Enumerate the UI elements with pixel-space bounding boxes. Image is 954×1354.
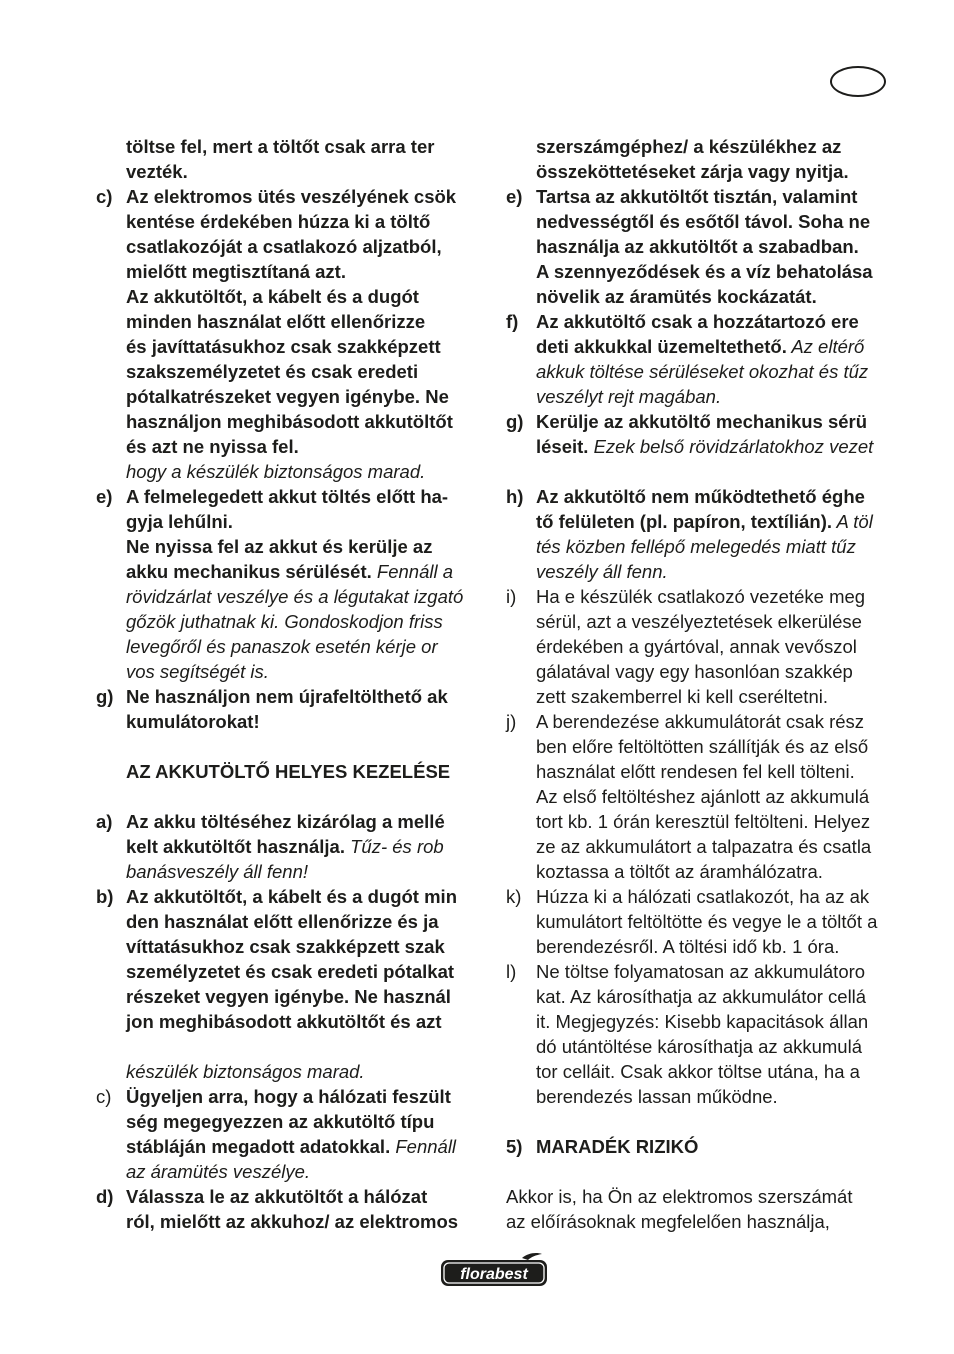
italic-text: Fennáll a — [371, 561, 454, 582]
text-line — [506, 809, 896, 834]
text-line — [506, 359, 896, 384]
text-line — [506, 384, 896, 409]
text-line — [96, 959, 486, 984]
body-text: tor celláit. Csak akkor töltse utána, ha a — [536, 1061, 860, 1082]
text-line — [96, 709, 486, 734]
bold-text: és javíttatásukhoz csak szakképzett — [126, 336, 441, 357]
bold-text: ség megegyezzen az akkutöltő típu — [126, 1111, 435, 1132]
bold-text: deti akkukkal üzemeltethető. — [536, 336, 787, 357]
italic-text: veszély áll fenn. — [536, 561, 668, 582]
text-line — [96, 1009, 486, 1034]
bold-text: csatlakozóját a csatlakozó aljzatból, — [126, 236, 442, 257]
text-line — [506, 559, 896, 584]
florabest-logo — [438, 1252, 550, 1288]
list-item-line — [506, 884, 896, 909]
italic-text: az áramütés veszélye. — [126, 1161, 311, 1182]
blank-line — [96, 784, 486, 809]
text-line — [506, 634, 896, 659]
text-line — [506, 784, 896, 809]
text-line — [506, 684, 896, 709]
body-text: Akkor is, ha Ön az elektromos szerszámát — [506, 1186, 853, 1207]
bold-text: személyzetet és csak eredeti pótalkat — [126, 961, 455, 982]
bold-text: Ne nyissa fel az akkut és kerülje az — [126, 536, 433, 557]
bold-text: Az akkutöltőt, a kábelt és a dugót — [126, 286, 419, 307]
text-line — [96, 134, 486, 159]
list-item-line — [96, 684, 486, 709]
body-text: gálatával vagy egy hasonlóan szakkép — [536, 661, 853, 682]
bold-text: gyja lehűlni. — [126, 511, 233, 532]
italic-text: Az eltérő — [786, 336, 865, 357]
text-line — [96, 834, 486, 859]
list-marker: l) — [506, 961, 517, 982]
text-line — [96, 984, 486, 1009]
list-marker: a) — [96, 811, 113, 832]
list-item-line — [506, 309, 896, 334]
bold-text: kelt akkutöltőt használja. — [126, 836, 345, 857]
text-line — [506, 284, 896, 309]
body-text: berendezés lassan működne. — [536, 1086, 778, 1107]
text-line — [96, 609, 486, 634]
bold-text: Ne használjon nem újrafeltölthető ak — [126, 686, 448, 707]
bold-text: Az akkutöltő nem működtethető éghe — [536, 486, 865, 507]
italic-text: készülék biztonságos marad. — [126, 1061, 365, 1082]
bold-text: mielőtt megtisztítaná azt. — [126, 261, 346, 282]
text-line — [96, 459, 486, 484]
body-text: ze az akkumulátort a talpazatra és csatla — [536, 836, 872, 857]
list-marker: h) — [506, 486, 524, 507]
text-line — [506, 909, 896, 934]
body-text: Ha e készülék csatlakozó vezetéke meg — [536, 586, 866, 607]
bold-text: Az elektromos ütés veszélyének csök — [126, 186, 457, 207]
list-marker: c) — [96, 186, 113, 207]
bold-text: töltse fel, mert a töltőt csak arra ter — [126, 136, 435, 157]
bold-text: vezték. — [126, 161, 188, 182]
text-line — [506, 1009, 896, 1034]
bold-text: akku mechanikus sérülését. — [126, 561, 372, 582]
italic-text: tés közben fellépő melegedés miatt tűz — [536, 536, 856, 557]
text-line — [506, 534, 896, 559]
text-line — [96, 234, 486, 259]
list-marker: d) — [96, 1186, 114, 1207]
bold-text: Az akkutöltőt, a kábelt és a dugót min — [126, 886, 457, 907]
list-marker: c) — [96, 1086, 112, 1107]
bold-text: részeket vegyen igénybe. Ne használ — [126, 986, 451, 1007]
text-line — [96, 559, 486, 584]
list-marker: j) — [506, 711, 517, 732]
list-item-line — [506, 959, 896, 984]
list-item-line — [506, 184, 896, 209]
body-text: kumulátort feltöltötte és vegye le a töltőt a — [536, 911, 878, 932]
list-item-line — [506, 1134, 896, 1159]
bold-text: stábláján megadott adatokkal. — [126, 1136, 391, 1157]
bold-text: Tartsa az akkutöltőt tisztán, valamint — [536, 186, 858, 207]
bold-text: tő felületen (pl. papíron, textílián). — [536, 511, 833, 532]
body-text: sérül, azt a veszélyeztetések elkerülése — [536, 611, 862, 632]
text-line — [96, 534, 486, 559]
bold-text: minden használat előtt ellenőrizze — [126, 311, 426, 332]
list-item-line — [96, 1184, 486, 1209]
text-line — [506, 934, 896, 959]
list-marker: f) — [506, 311, 519, 332]
bold-text: jon meghibásodott akkutöltőt és azt — [126, 1011, 442, 1032]
body-text: A berendezése akkumulátorát csak rész — [536, 711, 865, 732]
text-line — [96, 584, 486, 609]
text-line — [96, 634, 486, 659]
italic-text: akkuk töltése sérüléseket okozhat és tűz — [536, 361, 869, 382]
text-line — [96, 359, 486, 384]
list-item-line — [506, 409, 896, 434]
right-column — [506, 134, 896, 1234]
bold-text: szakszemélyzetet és csak eredeti — [126, 361, 419, 382]
bold-text: den használat előtt ellenőrizze és ja — [126, 911, 439, 932]
text-line — [506, 234, 896, 259]
paragraph-line — [506, 1184, 896, 1209]
body-text: használat előtt rendesen fel kell tölteni. — [536, 761, 855, 782]
bold-text: léseit. — [536, 436, 589, 457]
bold-text: A szennyeződések és a víz behatolása — [536, 261, 873, 282]
bold-text: használja az akkutöltőt a szabadban. — [536, 236, 859, 257]
body-text: az előírásoknak megfelelően használja, — [506, 1211, 830, 1232]
text-line — [96, 909, 486, 934]
list-item-line — [506, 584, 896, 609]
body-text: ben előre feltöltötten szállítják és az első — [536, 736, 869, 757]
bold-text: A felmelegedett akkut töltés előtt ha- — [126, 486, 449, 507]
bold-text: kumulátorokat! — [126, 711, 260, 732]
text-line — [96, 1159, 486, 1184]
bold-text: kentése érdekében húzza ki a töltő — [126, 211, 431, 232]
text-line — [96, 759, 486, 784]
text-line — [96, 509, 486, 534]
bold-text: nedvességtől és esőtől távol. Soha ne — [536, 211, 871, 232]
body-text: Ne töltse folyamatosan az akkumulátoro — [536, 961, 866, 982]
bold-text: növelik az áramütés kockázatát. — [536, 286, 817, 307]
left-column — [96, 134, 486, 1234]
body-text: zett szakemberrel ki kell cseréltetni. — [536, 686, 828, 707]
text-line — [96, 1059, 486, 1084]
text-line — [506, 159, 896, 184]
text-line — [96, 284, 486, 309]
text-line — [96, 384, 486, 409]
text-line — [506, 859, 896, 884]
text-line — [96, 159, 486, 184]
text-line — [506, 134, 896, 159]
text-line — [96, 209, 486, 234]
text-line — [96, 659, 486, 684]
italic-text: Ezek belső rövidzárlatokhoz vezet — [588, 436, 874, 457]
list-marker: i) — [506, 586, 517, 607]
bold-text: Válassza le az akkutöltőt a hálózat — [126, 1186, 428, 1207]
body-text: dó utántöltése károsíthatja az akkumulá — [536, 1036, 862, 1057]
bold-text: Az akkutöltő csak a hozzátartozó ere — [536, 311, 859, 332]
bold-text: víttatásukhoz csak szakképzett szak — [126, 936, 445, 957]
text-line — [506, 259, 896, 284]
italic-text: A töl — [832, 511, 873, 532]
text-line — [96, 259, 486, 284]
text-line — [506, 1059, 896, 1084]
italic-text: levegőről és panaszok esetén kérje or — [126, 636, 438, 657]
language-badge-oval — [830, 66, 886, 97]
text-line — [506, 334, 896, 359]
bold-text: szerszámgéphez/ a készülékhez az — [536, 136, 842, 157]
body-text: koztassa a töltőt az áramhálózatra. — [536, 861, 823, 882]
list-marker: k) — [506, 886, 522, 907]
text-line — [96, 434, 486, 459]
text-line — [96, 859, 486, 884]
text-line — [506, 759, 896, 784]
list-marker: e) — [506, 186, 523, 207]
italic-text: rövidzárlat veszélye és a légutakat izgató — [126, 586, 464, 607]
text-line — [96, 309, 486, 334]
blank-line — [96, 1034, 486, 1059]
text-line — [96, 1134, 486, 1159]
text-line — [506, 609, 896, 634]
italic-text: gőzök juthatnak ki. Gondoskodjon friss — [126, 611, 443, 632]
text-line — [506, 1034, 896, 1059]
logo-text: florabest — [460, 1266, 528, 1283]
list-marker: b) — [96, 886, 114, 907]
list-item-line — [96, 1084, 486, 1109]
bold-text: használjon meghibásodott akkutöltőt — [126, 411, 453, 432]
bold-text: és azt ne nyissa fel. — [126, 436, 299, 457]
text-line — [96, 334, 486, 359]
bold-text: pótalkatrészeket vegyen igénybe. Ne — [126, 386, 449, 407]
text-line — [506, 984, 896, 1009]
italic-text: banásveszély áll fenn! — [126, 861, 309, 882]
blank-line — [506, 459, 896, 484]
bold-text: Az akku töltéséhez kizárólag a mellé — [126, 811, 445, 832]
body-text: Az első feltöltéshez ajánlott az akkumulá — [536, 786, 870, 807]
paragraph-line — [506, 1209, 896, 1234]
bold-text: MARADÉK RIZIKÓ — [536, 1136, 699, 1157]
body-text: berendezésről. A töltési idő kb. 1 óra. — [536, 936, 840, 957]
bold-text: ról, mielőtt az akkuhoz/ az elektromos — [126, 1211, 459, 1232]
italic-text: Tűz- és rob — [344, 836, 444, 857]
bold-text: Kerülje az akkutöltő mechanikus sérü — [536, 411, 868, 432]
text-line — [96, 1209, 486, 1234]
italic-text: Fennáll — [390, 1136, 457, 1157]
text-line — [96, 409, 486, 434]
text-line — [506, 734, 896, 759]
body-text: kat. Az károsíthatja az akkumulátor cellá — [536, 986, 867, 1007]
list-item-line — [96, 484, 486, 509]
list-item-line — [506, 484, 896, 509]
text-line — [506, 434, 896, 459]
list-item-line — [96, 809, 486, 834]
list-marker: e) — [96, 486, 113, 507]
italic-text: hogy a készülék biztonságos marad. — [126, 461, 426, 482]
list-marker: 5) — [506, 1136, 523, 1157]
bold-text: Ügyeljen arra, hogy a hálózati feszült — [126, 1086, 451, 1107]
body-text: tort kb. 1 órán keresztül feltölteni. Helyez — [536, 811, 871, 832]
text-line — [506, 509, 896, 534]
italic-text: veszélyt rejt magában. — [536, 386, 722, 407]
list-item-line — [506, 709, 896, 734]
bold-text: AZ AKKUTÖLTŐ HELYES KEZELÉSE — [126, 761, 451, 782]
text-line — [506, 1084, 896, 1109]
body-text: it. Megjegyzés: Kisebb kapacitások állan — [536, 1011, 869, 1032]
body-text: Húzza ki a hálózati csatlakozót, ha az ak — [536, 886, 870, 907]
blank-line — [96, 734, 486, 759]
text-line — [96, 1109, 486, 1134]
list-marker: g) — [506, 411, 524, 432]
blank-line — [506, 1109, 896, 1134]
bold-text: összeköttetéseket zárja vagy nyitja. — [536, 161, 849, 182]
list-item-line — [96, 884, 486, 909]
blank-line — [506, 1159, 896, 1184]
text-line — [506, 659, 896, 684]
list-item-line — [96, 184, 486, 209]
body-text: érdekében a gyártóval, annak vevőszol — [536, 636, 857, 657]
list-marker: g) — [96, 686, 114, 707]
italic-text: vos segítségét is. — [126, 661, 269, 682]
text-line — [96, 934, 486, 959]
text-line — [506, 209, 896, 234]
text-line — [506, 834, 896, 859]
